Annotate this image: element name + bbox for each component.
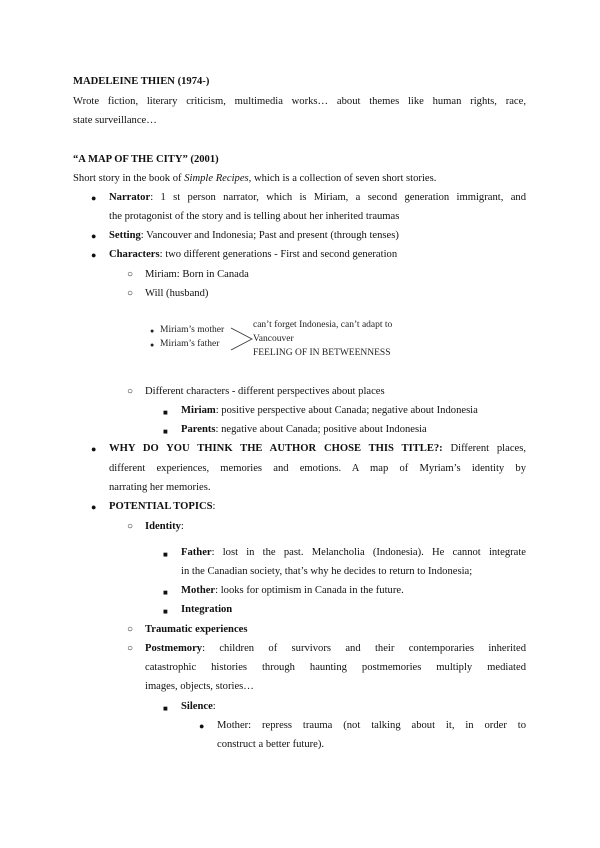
diagram-note-2: Vancouver: [253, 334, 294, 344]
traumatic-experiences: Traumatic experiences: [145, 624, 248, 635]
bullet-icon: ●: [91, 250, 97, 260]
postmemory-line-cont: catastrophic histories through haunting postmemories multiply mediated: [145, 662, 526, 673]
bullet-icon: ●: [150, 327, 155, 335]
parents-perspective: Parents: negative about Canada; positive about Indonesia: [181, 424, 427, 435]
why-title-line-cont: different experiences, memories and emotions. A map of Myriam’s identity by: [109, 463, 526, 474]
integration-line: Integration: [181, 604, 233, 615]
father-line-cont: in the Canadian society, that’s why he decides to return to Indonesia;: [181, 566, 473, 577]
square-bullet-icon: ■: [163, 588, 168, 597]
brace-arrow-icon: [230, 324, 254, 356]
bullet-icon: ●: [150, 341, 155, 349]
bullet-icon: ●: [91, 193, 97, 203]
story-heading: “A MAP OF THE CITY” (2001): [73, 154, 219, 165]
circle-bullet-icon: ○: [127, 624, 134, 635]
circle-bullet-icon: ○: [127, 288, 134, 299]
circle-bullet-icon: ○: [127, 386, 134, 397]
diagram-note-3: FEELING OF IN BETWEENNESS: [253, 348, 391, 358]
miriam-perspective: Miriam: positive perspective about Canada; negative about Indonesia: [181, 405, 478, 416]
narrator-line-cont: the protagonist of the story and is telling about her inherited traumas: [109, 211, 400, 222]
why-title-line-end: narrating her memories.: [109, 482, 211, 493]
bullet-icon: ●: [91, 444, 97, 454]
circle-bullet-icon: ○: [127, 269, 134, 280]
circle-bullet-icon: ○: [127, 643, 134, 654]
story-intro: Short story in the book of Simple Recipes, which is a collection of seven short stories.: [73, 173, 437, 184]
mother-line: Mother: looks for optimism in Canada in the future.: [181, 585, 404, 596]
potential-topics-heading: POTENTIAL TOPICS:: [109, 501, 216, 512]
characters-line: Characters: two different generations - First and second generation: [109, 249, 398, 260]
different-characters: Different characters - different perspectives about places: [145, 386, 385, 397]
why-title-line: WHY DO YOU THINK THE AUTHOR CHOSE THIS TITLE?: Different places,: [109, 443, 526, 454]
bullet-icon: ●: [91, 502, 97, 512]
father-line: Father: lost in the past. Melancholia (Indonesia). He cannot integrate: [181, 547, 526, 558]
square-bullet-icon: ■: [163, 704, 168, 713]
author-heading: MADELEINE THIEN (1974-): [73, 76, 210, 87]
silence-mother-line: Mother: repress trauma (not talking about it, in order to: [217, 720, 526, 731]
author-description: Wrote fiction, literary criticism, multimedia works… about themes like human rights, race,: [73, 96, 526, 107]
square-bullet-icon: ■: [163, 408, 168, 417]
character-miriam: Miriam: Born in Canada: [145, 269, 249, 280]
setting-line: Setting: Vancouver and Indonesia; Past and present (through tenses): [109, 230, 399, 241]
bullet-icon: ●: [91, 231, 97, 241]
identity-heading: Identity:: [145, 521, 184, 532]
postmemory-line: Postmemory: children of survivors and their contemporaries inherited: [145, 643, 526, 654]
diagram-note-1: can’t forget Indonesia, can’t adapt to: [253, 320, 393, 330]
postmemory-line-end: images, objects, stories…: [145, 681, 254, 692]
square-bullet-icon: ■: [163, 607, 168, 616]
square-bullet-icon: ■: [163, 427, 168, 436]
silence-heading: Silence:: [181, 701, 216, 712]
author-description-cont: state surveillance…: [73, 115, 157, 126]
square-bullet-icon: ■: [163, 550, 168, 559]
narrator-line: Narrator: 1 st person narrator, which is Miriam, a second generation immigrant, and: [109, 192, 526, 203]
parents-diagram: [140, 316, 440, 366]
diagram-father: Miriam’s father: [160, 339, 220, 349]
character-will: Will (husband): [145, 288, 209, 299]
silence-mother-line-cont: construct a better future).: [217, 739, 325, 750]
bullet-icon: ●: [199, 721, 205, 731]
circle-bullet-icon: ○: [127, 521, 134, 532]
diagram-mother: Miriam’s mother: [160, 325, 225, 335]
